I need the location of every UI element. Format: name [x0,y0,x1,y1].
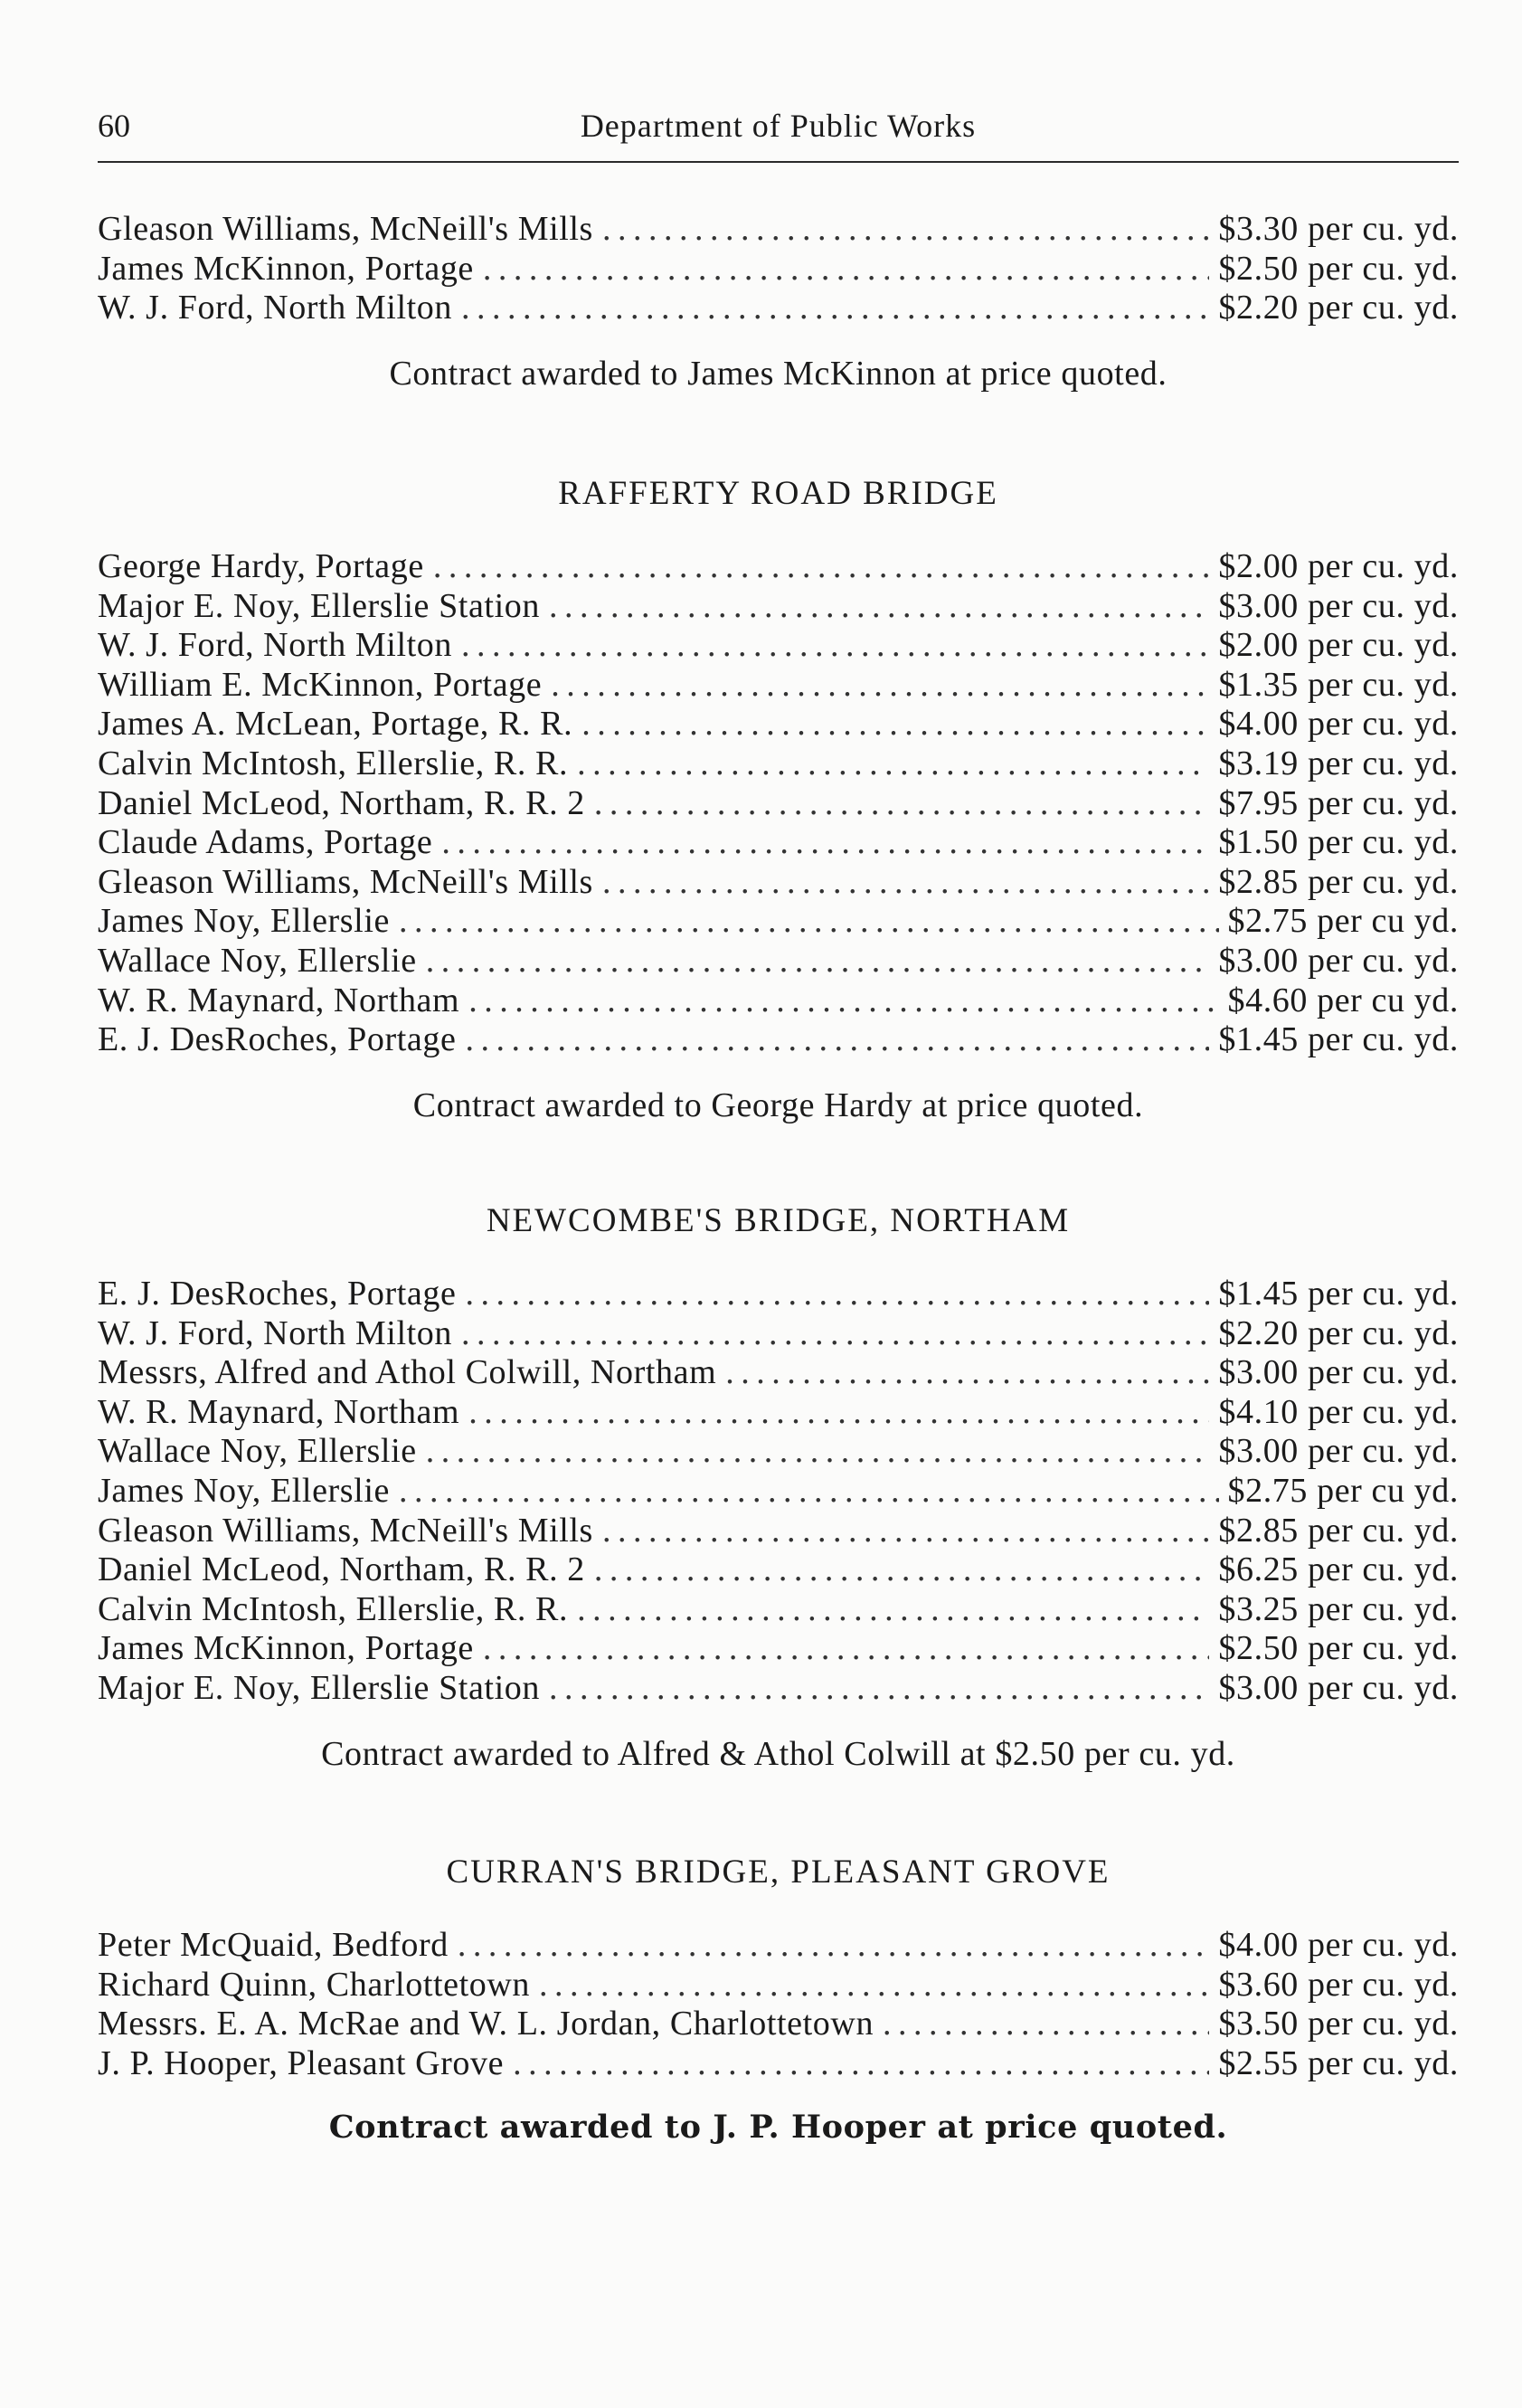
section-title: CURRAN'S BRIDGE, PLEASANT GROVE [446,1853,1111,1891]
tender-row [98,863,1459,903]
tender-section-rafferty-road-bridge [98,474,1459,1125]
tender-row [98,1590,1459,1630]
tender-row [98,1512,1459,1551]
leader-dots [594,1550,1210,1590]
tender-row [98,2044,1459,2084]
tender-name: Daniel McLeod, Northam, R. R. 2 [98,1550,585,1589]
tender-name: Peter McQuaid, Bedford [98,1926,449,1964]
tender-price: $2.55 per cu. yd. [1218,2043,1459,2082]
leader-dots [399,1472,1219,1512]
leader-dots [426,1432,1210,1472]
tender-row [98,289,1459,328]
leader-dots [577,1590,1209,1630]
tender-name: Claude Adams, Portage [98,823,433,862]
leader-dots [465,1020,1209,1060]
contract-award: Contract awarded to George Hardy at price quoted. [412,1085,1144,1124]
leader-dots [549,587,1209,627]
leader-dots [577,744,1209,784]
tender-price: $3.19 per cu. yd. [1218,744,1459,782]
tender-price: $1.50 per cu. yd. [1218,823,1459,862]
tender-price: $2.20 per cu. yd. [1218,1313,1459,1352]
tender-price: $1.35 per cu. yd. [1218,665,1459,704]
tender-name: Calvin McIntosh, Ellerslie, R. R. [98,1589,569,1628]
tender-name: W. J. Ford, North Milton [98,626,452,665]
tender-row [98,666,1459,706]
leader-dots [483,1629,1210,1669]
tender-row [98,744,1459,784]
leader-dots [539,1966,1209,2005]
tender-name: James McKinnon, Portage [98,249,474,288]
tender-price: $3.00 per cu. yd. [1218,1668,1459,1707]
tender-name: James McKinnon, Portage [98,1629,474,1668]
tender-row [98,1926,1459,1966]
tender-row [98,250,1459,289]
tender-name: Wallace Noy, Ellerslie [98,1432,417,1471]
tender-name: Wallace Noy, Ellerslie [98,941,417,980]
tender-name: James Noy, Ellerslie [98,902,390,941]
tender-price: $3.00 per cu. yd. [1218,1353,1459,1392]
tender-row [98,1393,1459,1433]
tender-row [98,626,1459,666]
tender-price: $3.00 per cu. yd. [1218,941,1459,980]
tender-name: Gleason Williams, McNeill's Mills [98,1511,593,1550]
leader-dots [602,210,1209,250]
tender-row [98,902,1459,942]
tender-price: $3.50 per cu. yd. [1218,2005,1459,2043]
tender-price: $4.60 per cu yd. [1227,981,1459,1019]
tender-row [98,210,1459,250]
tender-price: $3.60 per cu. yd. [1218,1965,1459,2004]
leader-dots [461,289,1209,328]
page-header [98,107,1459,161]
contract-award: Contract awarded to Alfred & Athol Colwill at $2.50 per cu. yd. [321,1734,1235,1773]
tender-row [98,1629,1459,1669]
tender-name: J. P. Hooper, Pleasant Grove [98,2043,505,2082]
tender-section-continued [98,210,1459,393]
contract-award: Contract awarded to J. P. Hooper at price quoted. [328,2109,1228,2147]
leader-dots [483,250,1210,289]
tender-row [98,1275,1459,1314]
tender-name: Major E. Noy, Ellerslie Station [98,586,540,625]
leader-dots [551,666,1209,706]
leader-dots [458,1926,1210,1966]
tender-row [98,587,1459,627]
tender-price: $2.50 per cu. yd. [1218,249,1459,288]
contract-award: Contract awarded to James McKinnon at price quoted. [389,354,1167,393]
tender-price: $2.75 per cu yd. [1227,1471,1459,1510]
leader-dots [461,1314,1209,1354]
leader-dots [461,626,1209,666]
leader-dots [513,2044,1209,2084]
tender-row [98,705,1459,744]
tender-price: $3.00 per cu. yd. [1218,1432,1459,1471]
tender-name: Gleason Williams, McNeill's Mills [98,862,593,901]
tender-section-currans-bridge [98,1853,1459,2146]
tender-row [98,1472,1459,1512]
leader-dots [602,1512,1209,1551]
tender-name: W. R. Maynard, Northam [98,1392,460,1431]
leader-dots [468,981,1218,1021]
tender-price: $4.00 per cu. yd. [1218,1926,1459,1964]
tender-price: $3.00 per cu. yd. [1218,586,1459,625]
running-title: Department of Public Works [580,108,977,144]
tender-name: Daniel McLeod, Northam, R. R. 2 [98,783,585,822]
tender-row [98,942,1459,981]
tender-row [98,1020,1459,1060]
tender-section-newcombes-bridge [98,1201,1459,1774]
tender-price: $2.00 per cu. yd. [1218,547,1459,585]
tender-price: $7.95 per cu. yd. [1218,783,1459,822]
tender-price: $2.75 per cu yd. [1227,902,1459,941]
tender-name: Messrs. E. A. McRae and W. L. Jordan, Charlottetown [98,2005,874,2043]
leader-dots [549,1669,1209,1709]
section-title: NEWCOMBE'S BRIDGE, NORTHAM [486,1202,1071,1239]
tender-name: E. J. DesRoches, Portage [98,1275,457,1313]
leader-dots [602,863,1209,903]
tender-row [98,1550,1459,1590]
tender-row [98,1432,1459,1472]
tender-name: William E. McKinnon, Portage [98,665,543,704]
tender-name: W. J. Ford, North Milton [98,289,452,327]
tender-name: George Hardy, Portage [98,547,424,585]
tender-price: $3.30 per cu. yd. [1218,210,1459,248]
leader-dots [441,823,1209,863]
tender-name: Calvin McIntosh, Ellerslie, R. R. [98,744,569,782]
tender-price: $4.00 per cu. yd. [1218,705,1459,744]
leader-dots [426,942,1210,981]
leader-dots [725,1353,1209,1393]
leader-dots [399,902,1219,942]
tender-name: Gleason Williams, McNeill's Mills [98,210,593,248]
tender-row [98,547,1459,587]
tender-name: Major E. Noy, Ellerslie Station [98,1668,540,1707]
section-title: RAFFERTY ROAD BRIDGE [558,475,998,512]
tender-price: $2.20 per cu. yd. [1218,289,1459,327]
tender-price: $4.10 per cu. yd. [1218,1392,1459,1431]
leader-dots [468,1393,1209,1433]
header-rule [98,161,1459,163]
tender-price: $3.25 per cu. yd. [1218,1589,1459,1628]
tender-row [98,1314,1459,1354]
tender-name: James Noy, Ellerslie [98,1471,390,1510]
tender-name: Richard Quinn, Charlottetown [98,1965,530,2004]
tender-row [98,1966,1459,2005]
tender-name: James A. McLean, Portage, R. R. [98,705,573,744]
tender-price: $2.85 per cu. yd. [1218,1511,1459,1550]
tender-price: $2.00 per cu. yd. [1218,626,1459,665]
tender-name: E. J. DesRoches, Portage [98,1020,457,1059]
tender-name: Messrs, Alfred and Athol Colwill, Northam [98,1353,717,1392]
tender-row [98,1353,1459,1393]
tender-row [98,823,1459,863]
leader-dots [581,705,1209,744]
leader-dots [465,1275,1209,1314]
leader-dots [594,784,1210,824]
tender-price: $1.45 per cu. yd. [1218,1275,1459,1313]
tender-price: $1.45 per cu. yd. [1218,1020,1459,1059]
tender-price: $2.85 per cu. yd. [1218,862,1459,901]
tender-row [98,784,1459,824]
tender-price: $2.50 per cu. yd. [1218,1629,1459,1668]
tender-price: $6.25 per cu. yd. [1218,1550,1459,1589]
tender-row [98,1669,1459,1709]
page-number: 60 [98,108,130,144]
tender-name: W. J. Ford, North Milton [98,1313,452,1352]
tender-row [98,981,1459,1021]
tender-row [98,2005,1459,2044]
leader-dots [883,2005,1209,2044]
leader-dots [433,547,1210,587]
tender-name: W. R. Maynard, Northam [98,981,460,1019]
